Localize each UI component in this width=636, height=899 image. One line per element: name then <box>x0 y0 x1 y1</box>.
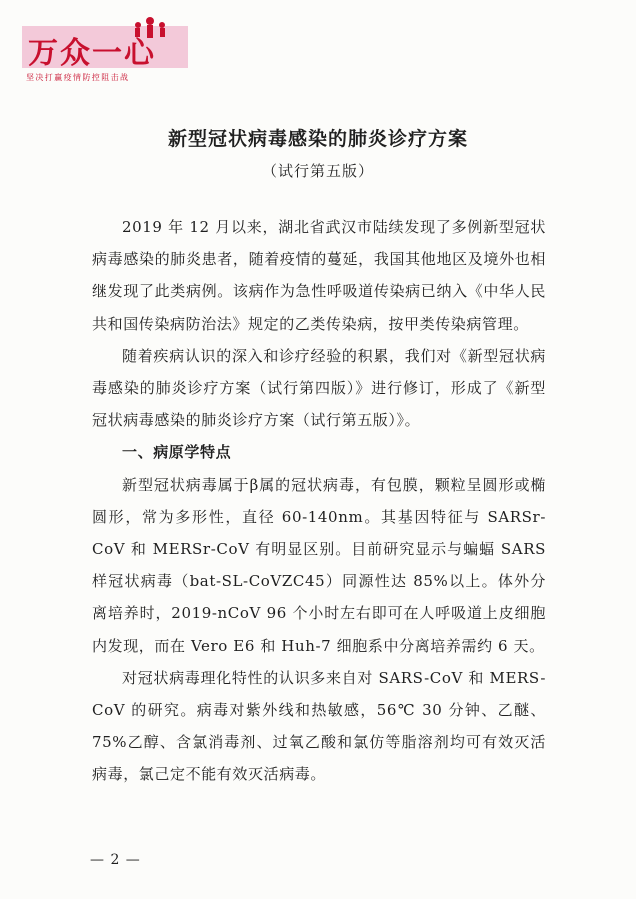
logo <box>18 12 188 82</box>
document-body <box>92 211 546 791</box>
document-subtitle: （试行第五版） <box>261 162 374 180</box>
paragraph: 对冠状病毒理化特性的认识多来自对 SARS-CoV 和 MERS-CoV 的研究。病毒对紫外线和热敏感，56℃ 30 分钟、乙醚、75%乙醇、含氯消毒剂、过氧乙酸和氯仿等脂溶剂均可有效灭活病毒，氯己定不能有效灭活病毒。 <box>92 668 546 784</box>
document-title: 新型冠状病毒感染的肺炎诊疗方案 <box>167 128 468 150</box>
paragraph: 2019 年 12 月以来，湖北省武汉市陆续发现了多例新型冠状病毒感染的肺炎患者，随着疫情的蔓延，我国其他地区及境外也相继发现了此类病例。该病作为急性呼吸道传染病已纳入《中华人民共和国传染病防治法》规定的乙类传染病，按甲类传染病管理。 <box>92 218 546 333</box>
paragraph: 随着疾病认识的深入和诊疗经验的积累，我们对《新型冠状病毒感染的肺炎诊疗方案（试行第四版）》进行修订，形成了《新型冠状病毒感染的肺炎诊疗方案（试行第五版）》。 <box>92 346 546 430</box>
page-number: — 2 — <box>90 852 141 868</box>
section-heading: 一、病原学特点 <box>122 443 232 462</box>
logo-slogan: 坚决打赢疫情防控阻击战 <box>26 73 130 82</box>
logo-main-text: 万众一心 <box>28 36 156 71</box>
paragraph: 新型冠状病毒属于β属的冠状病毒，有包膜，颗粒呈圆形或椭圆形，常为多形性，直径 60-140nm。其基因特征与 SARSr-CoV 和 MERSr-CoV 有明显区别。目前研究显示与蝙蝠 SARS 样冠状病毒（bat-SL-CoVZC45）同源性达 85%以上。体外分离培养时，2019-nCoV 96 个小时左右即可在人呼吸道上皮细胞内发现，而在 Vero E6 和 Huh-7 细胞系中分离培养需约 6 天。 <box>92 475 546 655</box>
